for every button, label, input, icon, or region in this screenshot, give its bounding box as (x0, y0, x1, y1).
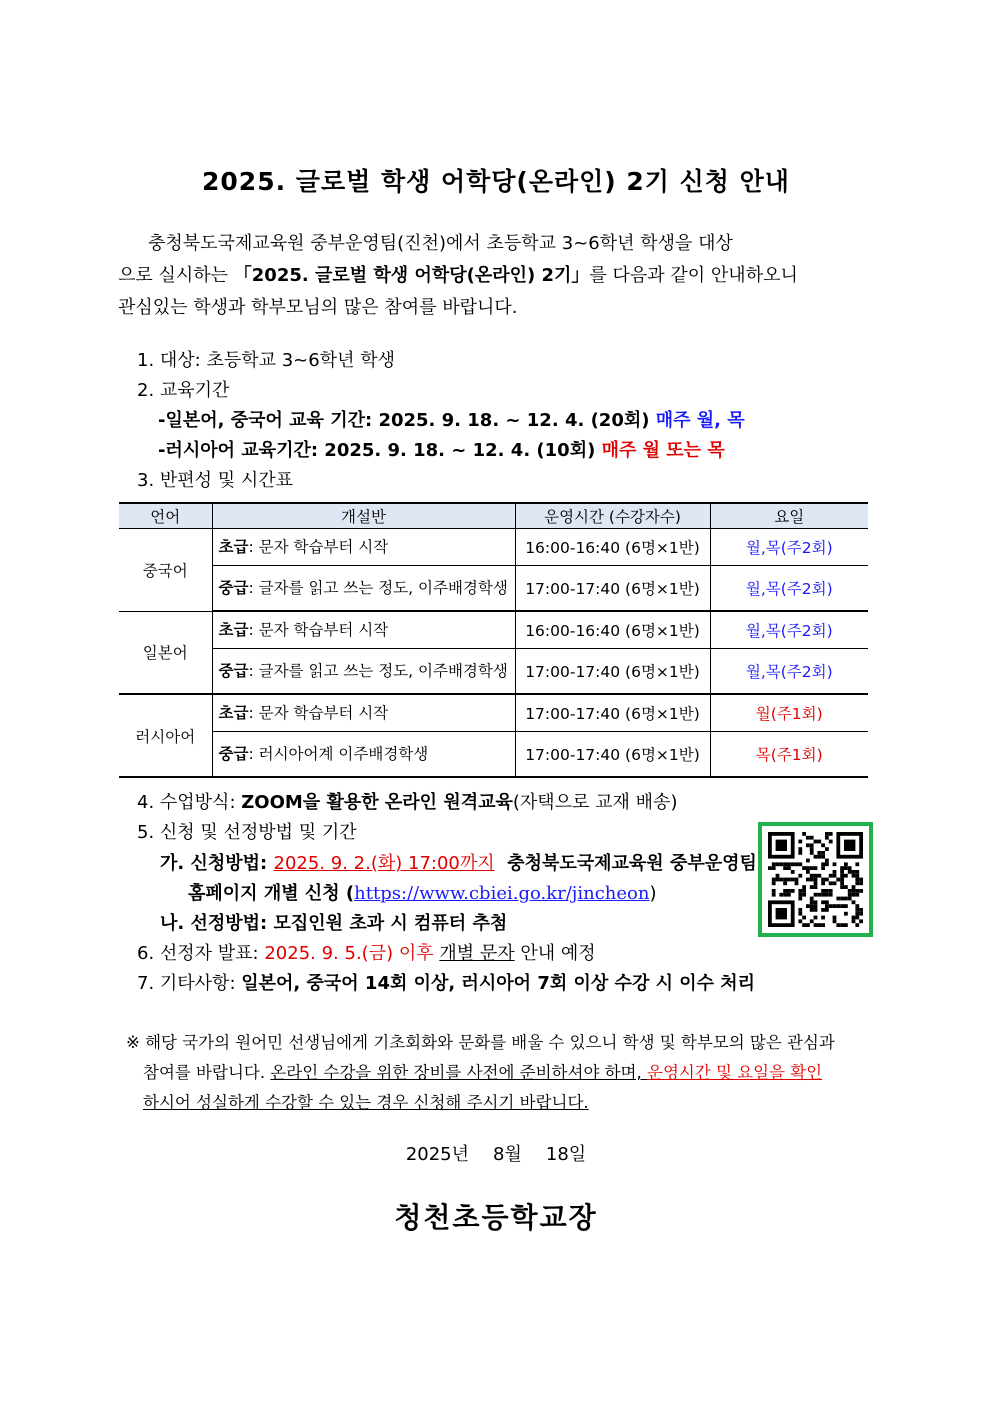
header-language: 언어 (119, 503, 212, 529)
date-day: 18일 (545, 1144, 587, 1165)
table-row (119, 649, 868, 695)
apply-org: 충청북도국제교육원 중부운영팀 (507, 853, 757, 874)
item-target: 1. 대상: 초등학교 3~6학년 학생 (137, 350, 395, 371)
course-cell (212, 529, 515, 566)
day-cell: 목(주1회) (710, 732, 868, 778)
table-row (119, 566, 868, 612)
item-period-jc (158, 408, 745, 434)
course-cell (212, 732, 515, 778)
other-pre: 7. 기타사항: (137, 973, 242, 994)
method-post: (자택으로 교재 배송) (512, 792, 678, 813)
item-apply-heading: 5. 신청 및 선정방법 및 기간 (137, 822, 357, 843)
period-ru-text: -러시아어 교육기간: 2025. 9. 18. ~ 12. 4. (10회) (158, 440, 596, 461)
table-row (119, 732, 868, 778)
intro-line-3: 관심있는 학생과 학부모님의 많은 참여를 바랍니다. (118, 297, 518, 318)
time-cell: 17:00-17:40 (6명×1반) (515, 566, 710, 612)
item-period-heading: 2. 교육기간 (137, 380, 230, 401)
course-desc: : 글자를 읽고 쓰는 정도, 이주배경학생 (248, 661, 508, 680)
program-name: 「2025. 글로벌 학생 어학당(온라인) 2기」 (233, 265, 590, 286)
qr-code-graphic (758, 822, 873, 937)
intro-line-2-pre: 으로 실시하는 (118, 265, 234, 286)
lang-japanese: 일본어 (119, 611, 212, 694)
item-apply-b: 나. 선정방법: 모집인원 초과 시 컴퓨터 추첨 (160, 913, 508, 934)
notice-paragraph (126, 1028, 876, 1118)
day-cell: 월(주1회) (710, 694, 868, 732)
time-cell: 17:00-17:40 (6명×1반) (515, 732, 710, 778)
intro-line-2 (118, 260, 874, 292)
course-level: 초급 (218, 537, 249, 556)
date-year: 2025년 (405, 1144, 470, 1165)
notice-line-3-text: 하시어 성실하게 수강할 수 있는 경우 신청해 주시기 바랍니다. (143, 1093, 589, 1112)
course-level: 중급 (218, 578, 249, 597)
period-jc-text: -일본어, 중국어 교육 기간: 2025. 9. 18. ~ 12. 4. (20회) (158, 410, 650, 431)
course-cell (212, 611, 515, 649)
course-desc: : 문자 학습부터 시작 (248, 703, 389, 722)
signer-name: 청천초등학교장 (394, 1201, 598, 1234)
course-desc: : 러시아어계 이주배경학생 (248, 744, 429, 763)
notice-line-2-ul: 온라인 수강을 위한 장비를 사전에 준비하셔야 하며, (270, 1063, 647, 1082)
method-pre: 4. 수업방식: (137, 792, 242, 813)
item-announce (137, 941, 596, 967)
course-level: 중급 (218, 744, 249, 763)
course-cell (212, 649, 515, 695)
header-day: 요일 (710, 503, 868, 529)
item-other (137, 971, 755, 997)
intro-line-2-post: 를 다음과 같이 안내하오니 (589, 265, 798, 286)
announce-date: 2025. 9. 5.(금) 이후 (264, 943, 434, 964)
course-level: 중급 (218, 661, 249, 680)
table-row (119, 611, 868, 649)
time-cell: 16:00-16:40 (6명×1반) (515, 611, 710, 649)
course-desc: : 문자 학습부터 시작 (248, 537, 389, 556)
apply-a-line2-text: 홈페이지 개별 신청 ( (188, 883, 355, 904)
apply-a-label: 가. 신청방법: (160, 853, 274, 874)
notice-line-1: ※ 해당 국가의 원어민 선생님에게 기초회화와 문화를 배울 수 있으니 학생 및 학부모의 많은 관심과 (126, 1033, 835, 1052)
announce-mid: 개별 문자 (439, 943, 515, 964)
date-month: 8월 (493, 1144, 522, 1165)
schedule-table (119, 502, 868, 778)
day-cell: 월,목(주2회) (710, 649, 868, 695)
table-row (119, 694, 868, 732)
apply-deadline: 2025. 9. 2.(화) 17:00까지 (273, 853, 495, 874)
day-cell: 월,목(주2회) (710, 611, 868, 649)
method-bold: ZOOM을 활용한 온라인 원격교육 (241, 792, 513, 813)
homepage-link[interactable]: https://www.cbiei.go.kr/jincheon (354, 883, 650, 904)
intro-line-1: 충청북도국제교육원 중부운영팀(진천)에서 초등학교 3~6학년 학생을 대상 (148, 233, 733, 254)
period-ru-days: 매주 월 또는 목 (601, 440, 725, 461)
period-jc-days: 매주 월, 목 (655, 410, 745, 431)
notice-line-2-pre: 참여를 바랍니다. (143, 1063, 271, 1082)
day-cell: 월,목(주2회) (710, 529, 868, 566)
course-level: 초급 (218, 703, 249, 722)
document-date (0, 1140, 992, 1166)
apply-a-close: ) (649, 883, 657, 904)
day-cell: 월,목(주2회) (710, 566, 868, 612)
notice-line-2 (126, 1058, 876, 1088)
table-header-row (119, 503, 868, 529)
course-desc: : 문자 학습부터 시작 (248, 620, 389, 639)
course-cell (212, 566, 515, 612)
item-method (137, 790, 677, 816)
course-cell (212, 694, 515, 732)
course-desc: : 글자를 읽고 쓰는 정도, 이주배경학생 (248, 578, 508, 597)
announce-pre: 6. 선정자 발표: (137, 943, 265, 964)
notice-line-2-red: 운영시간 및 요일을 확인 (647, 1063, 823, 1082)
header-class: 개설반 (212, 503, 515, 529)
document-title: 2025. 글로벌 학생 어학당(온라인) 2기 신청 안내 (202, 167, 790, 196)
notice-line-3 (126, 1088, 876, 1118)
announce-post: 안내 예정 (514, 943, 596, 964)
item-period-ru (158, 438, 725, 464)
lang-russian: 러시아어 (119, 694, 212, 777)
time-cell: 17:00-17:40 (6명×1반) (515, 694, 710, 732)
item-apply-a-line2 (188, 881, 657, 907)
table-row (119, 529, 868, 566)
item-apply-a (160, 851, 757, 877)
time-cell: 16:00-16:40 (6명×1반) (515, 529, 710, 566)
other-bold: 일본어, 중국어 14회 이상, 러시아어 7회 이상 수강 시 이수 처리 (241, 973, 756, 994)
time-cell: 17:00-17:40 (6명×1반) (515, 649, 710, 695)
item-class-heading: 3. 반편성 및 시간표 (137, 470, 294, 491)
qr-code-icon[interactable] (758, 822, 873, 937)
intro-paragraph (118, 228, 874, 324)
course-level: 초급 (218, 620, 249, 639)
lang-chinese: 중국어 (119, 529, 212, 612)
header-time: 운영시간 (수강자수) (515, 503, 710, 529)
